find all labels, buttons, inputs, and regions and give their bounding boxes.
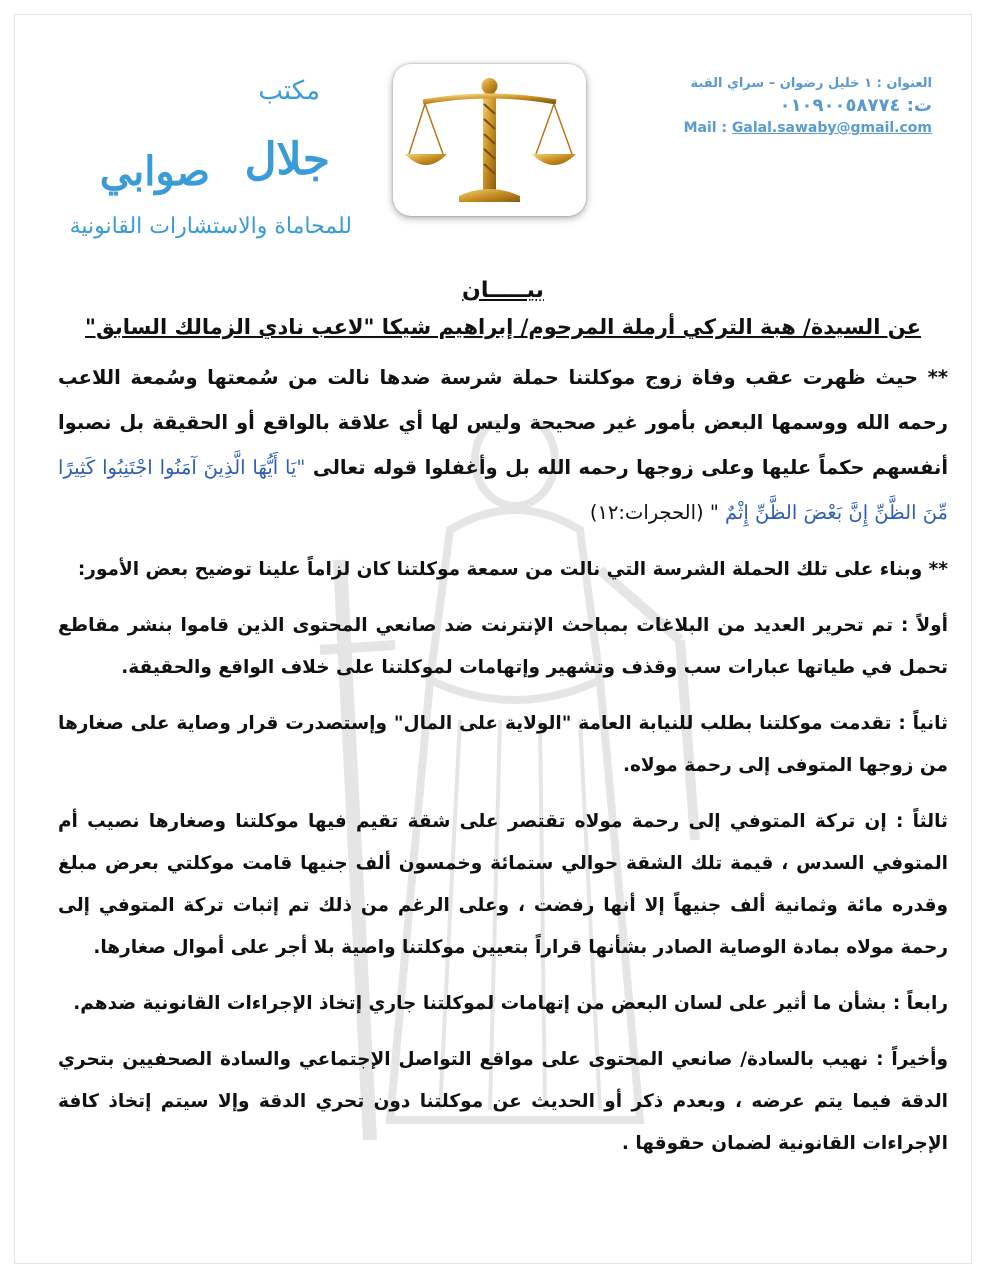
phone-text: ت: ٠١٠٩٠٠٥٨٧٧٤ <box>779 95 932 116</box>
document-subtitle: عن السيدة/ هبة التركي أرملة المرحوم/ إبراهيم شيكا "لاعب نادي الزمالك السابق" <box>85 315 921 339</box>
contact-block <box>660 74 932 138</box>
email-link[interactable]: Galal.sawaby@gmail.com <box>731 120 932 136</box>
document-body <box>58 278 948 1179</box>
email-label: Mail : <box>683 120 732 136</box>
brand-logo-text <box>60 64 360 264</box>
quran-reference: " (الحجرات:١٢) <box>589 501 726 524</box>
paragraph-intro <box>58 355 948 535</box>
paragraph-finally: وأخيراً : نهيب بالسادة/ صانعي المحتوى على مواقع التواصل الإجتماعي والسادة الصحفيين بتحري الدقة فيما يتم عرضه ، وبعدم ذكر أو الحديث عن موكلتنا دون تحري الدقة وإلا سيتم إتخاذ كافة الإجراءات القانونية لضمان حقوقها . <box>58 1049 948 1154</box>
paragraph-intro-text: ** حيث ظهرت عقب وفاة زوج موكلتنا حملة شرسة ضدها نالت من سُمعتها وسُمعة اللاعب رحمه الله ووسمها البعض بأمور غير صحيحة وليس لها أي علاقة بالواقع أو الحقيقة بل نصبوا أنفسهم حكماً عليها وعلى زوجها رحمه الله بل وأغفلوا قوله تعالى <box>58 366 948 479</box>
address-text: العنوان : ١ خليل رضوان – سراي القبة <box>690 76 932 91</box>
paragraph-preface: ** وبناء على تلك الحملة الشرسة التي نالت من سمعة موكلتنا كان لزاماً علينا توضيح بعض الأمور: <box>77 559 948 580</box>
brand-name-first: جلال <box>244 134 330 185</box>
paragraph-third: ثالثاً : إن تركة المتوفي إلى رحمة مولاه تقتصر على شقة تقيم فيها موكلتنا وصغارها نصيب أم المتوفي السدس ، قيمة تلك الشقة حوالي ستمائة وخمسون ألف جنيها قامت موكلتي بعرض مبلغ وقدره مائة وثمانية ألف جنيهاً إلا أنها رفضت ، وعلى الرغم من ذلك تم إثبات تركة المتوفي إلى رحمة مولاه بمادة الوصاية الصادر بشأنها قراراً بتعيين موكلتنا واصية بلا أجر على أموال صغارها. <box>58 811 948 958</box>
brand-name-last: صوابي <box>99 148 210 195</box>
document-title: بيـــــان <box>462 278 544 303</box>
paragraph-first: أولاً : تم تحرير العديد من البلاغات بمباحث الإنترنت ضد صانعي المحتوى الذين قاموا بنشر مقاطع تحمل في طياتها عبارات سب وقذف وتشهير وإتهامات لموكلتنا على خلاف الواقع والحقيقة. <box>58 615 948 678</box>
scales-of-justice-icon <box>393 64 586 216</box>
brand-office: مكتب <box>258 76 320 106</box>
email-line <box>660 118 932 138</box>
paragraph-second: ثانياً : تقدمت موكلتنا بطلب للنيابة العامة "الولاية على المال" وإستصدرت قرار وصاية على صغارها من زوجها المتوفى إلى رحمة مولاه. <box>58 713 948 776</box>
quran-quote: "يَا أَيُّهَا الَّذِينَ آمَنُوا اجْتَنِبُوا كَثِيرًا مِّنَ الظَّنِّ إِنَّ بَعْضَ الظَّنِّ إِثْمٌ <box>58 456 948 524</box>
brand-tagline: للمحاماة والاستشارات القانونية <box>69 214 352 239</box>
logo <box>393 64 586 216</box>
paragraph-fourth: رابعاً : بشأن ما أثير على لسان البعض من إتهامات لموكلتنا جاري إتخاذ الإجراءات القانونية ضدهم. <box>73 993 948 1014</box>
